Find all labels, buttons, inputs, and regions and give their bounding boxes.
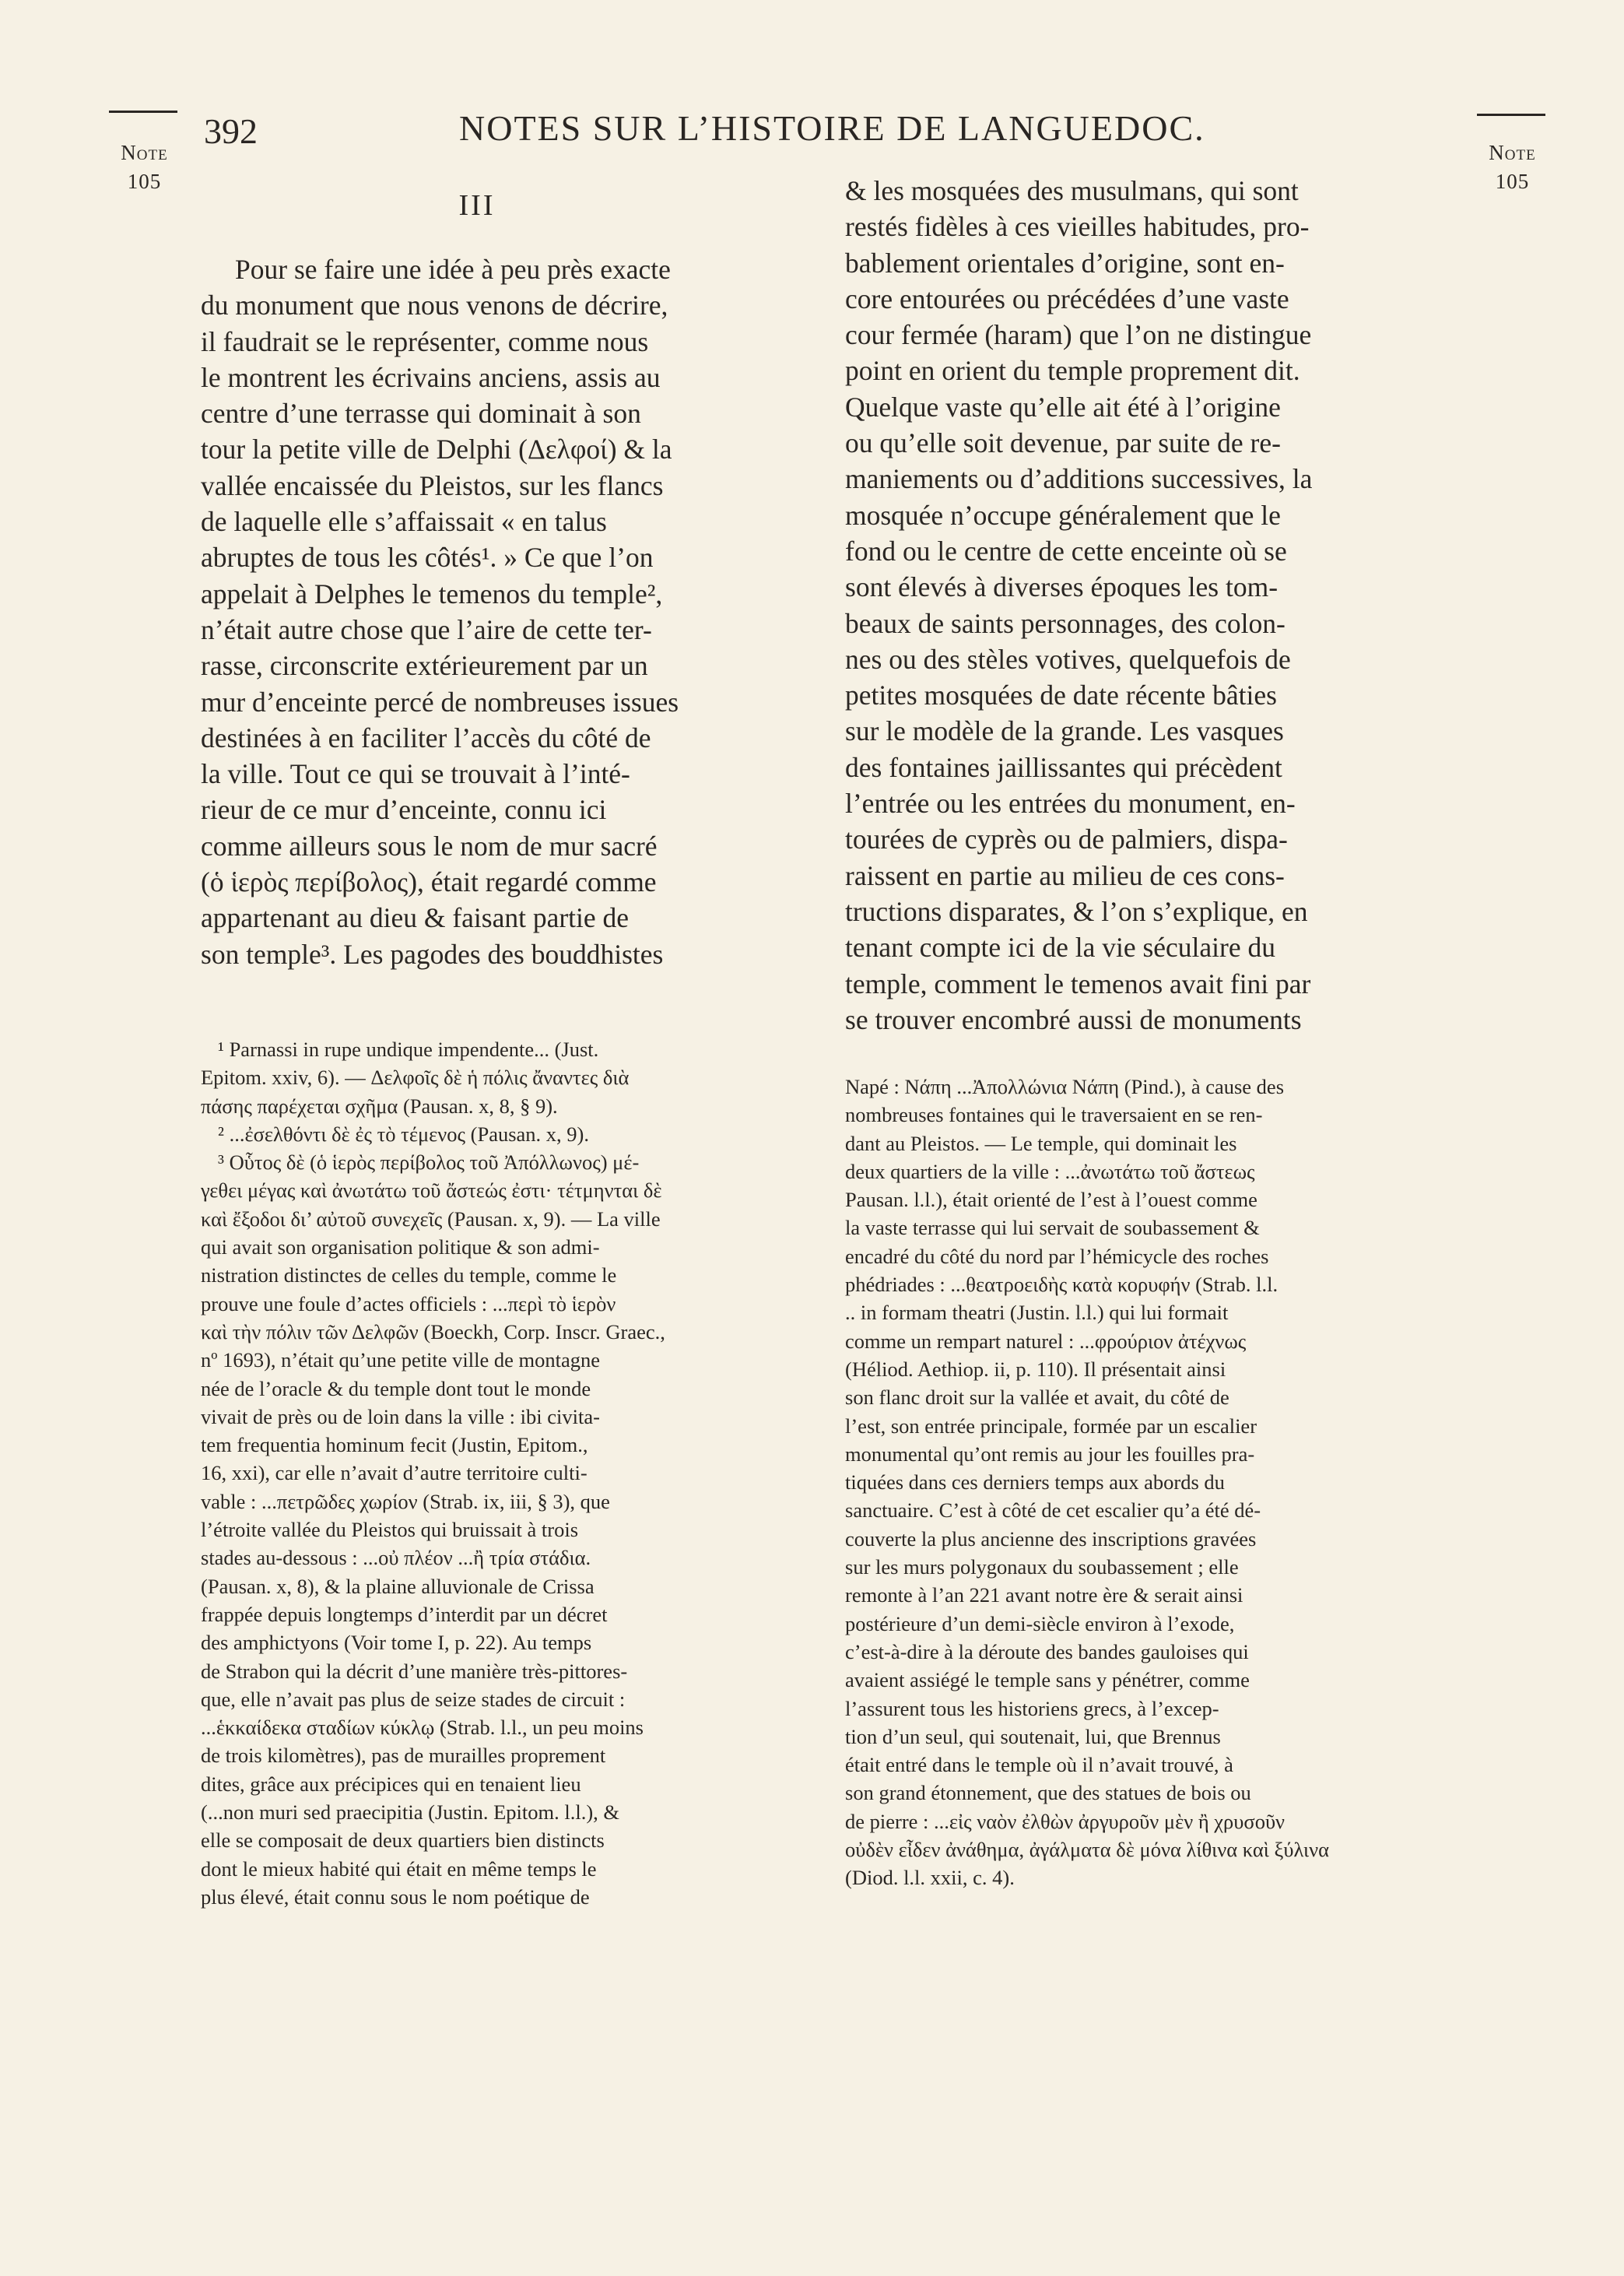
text-line: la ville. Tout ce qui se trouvait à l’inté- [201, 758, 630, 790]
text-line: rieur de ce mur d’enceinte, connu ici [201, 794, 607, 826]
footnote-line: γεθει μέγας καὶ ἀνωτάτω τοῦ ἄστεώς ἐστι· τέτμηνται δὲ [201, 1178, 662, 1203]
text-line: du monument que nous venons de décrire, [201, 290, 668, 321]
footnote-line: ² ...ἐσελθόντι δὲ ἐς τὸ τέμενος (Pausan. x, 9). [218, 1122, 589, 1146]
text-line: comme ailleurs sous le nom de mur sacré [201, 830, 658, 862]
text-line: raissent en partie au milieu de ces cons- [845, 859, 1285, 891]
footnote-line: plus élevé, était connu sous le nom poétique de [201, 1884, 590, 1909]
footnote-line: remonte à l’an 221 avant notre ère & serait ainsi [845, 1583, 1243, 1607]
footnote-line: vable : ...πετρῶδες χωρίον (Strab. ix, iii, § 3), que [201, 1489, 610, 1513]
footnote-line: la vaste terrasse qui lui servait de soubassement & [845, 1216, 1260, 1240]
footnote-line: καὶ τὴν πόλιν τῶν Δελφῶν (Boeckh, Corp. Inscr. Graec., [201, 1319, 665, 1343]
text-line: tenant compte ici de la vie séculaire du [845, 932, 1275, 964]
text-line: beaux de saints personnages, des colon- [845, 607, 1286, 639]
text-line: nes ou des stèles votives, quelquefois de [845, 643, 1291, 675]
text-line: point en orient du temple proprement dit. [845, 355, 1300, 387]
footnote-line: .. in formam theatri (Justin. l.l.) qui lui formait [845, 1301, 1229, 1325]
footnote-line: frappée depuis longtemps d’interdit par un décret [201, 1602, 608, 1626]
text-line: tructions disparates, & l’on s’explique, en [845, 895, 1308, 927]
footnote-line: encadré du côté du nord par l’hémicycle des roches [845, 1244, 1269, 1268]
footnote-line: vivait de près ou de loin dans la ville : ibi civita- [201, 1404, 600, 1428]
footnote-line: que, elle n’avait pas plus de seize stades de circuit : [201, 1687, 626, 1711]
text-line: son temple³. Les pagodes des bouddhistes [201, 938, 664, 970]
body-text-column-right [845, 173, 1452, 1038]
text-line: Quelque vaste qu’elle ait été à l’origine [845, 391, 1281, 423]
header-rule-left [109, 111, 177, 113]
footnote-line: prouve une foule d’actes officiels : ...περὶ τὸ ἱερὸν [201, 1291, 616, 1315]
footnote-line: (Pausan. x, 8), & la plaine alluvionale de Crissa [201, 1574, 595, 1598]
text-line: sur le modèle de la grande. Les vasques [845, 715, 1284, 747]
footnote-line: deux quartiers de la ville : ...ἀνωτάτω τοῦ ἄστεως [845, 1159, 1255, 1183]
text-line: maniements ou d’additions successives, la [845, 463, 1313, 495]
text-line: le montrent les écrivains anciens, assis au [201, 361, 661, 393]
footnote-line: (...non muri sed praecipitia (Justin. Epitom. l.l.), & [201, 1800, 620, 1825]
text-line: appartenant au dieu & faisant partie de [201, 902, 630, 934]
text-line: tourées de cyprès ou de palmiers, dispa- [845, 824, 1288, 855]
footnote-line: καὶ ἔξοδοι δι’ αὐτοῦ συνεχεῖς (Pausan. x, 9). — La ville [201, 1206, 661, 1231]
footnote-line: avaient assiégé le temple sans y pénétrer, comme [845, 1668, 1250, 1692]
footnote-line: stades au-dessous : ...οὐ πλέον ...ἢ τρία στάδια. [201, 1546, 591, 1570]
text-line: de laquelle elle s’affaissait « en talus [201, 506, 607, 538]
text-line: abruptes de tous les côtés¹. » Ce que l’on [201, 542, 654, 574]
text-line: temple, comment le temenos avait fini par [845, 968, 1311, 999]
text-line: fond ou le centre de cette enceinte où se [845, 535, 1287, 567]
text-line: l’entrée ou les entrées du monument, en- [845, 788, 1296, 820]
text-line: Pour se faire une idée à peu près exacte [235, 254, 671, 285]
text-line: destinées à en faciliter l’accès du côté de [201, 722, 651, 753]
footnote-line: son grand étonnement, que des statues de bois ou [845, 1781, 1251, 1805]
footnote-line: (Héliod. Aethiop. ii, p. 110). Il présentait ainsi [845, 1357, 1226, 1381]
text-line: des fontaines jaillissantes qui précèdent [845, 751, 1282, 783]
margin-note-left [107, 139, 181, 196]
footnote-line: l’étroite vallée du Pleistos qui bruissait à trois [201, 1518, 579, 1542]
body-text-column-left [201, 251, 761, 972]
text-line: ou qu’elle soit devenue, par suite de re- [845, 427, 1281, 459]
footnote-line: (Diod. l.l. xxii, c. 4). [845, 1866, 1015, 1890]
text-line: n’était autre chose que l’aire de cette ter- [201, 613, 652, 645]
text-line: rasse, circonscrite extérieurement par un [201, 650, 648, 682]
footnote-line: sanctuaire. C’est à côté de cet escalier qu’a été dé- [845, 1498, 1261, 1523]
footnote-line: phédriades : ...θεατροειδὴς κατὰ κορυφήν (Strab. l.l. [845, 1273, 1279, 1297]
text-line: (ὁ ἱερὸς περίβολος), était regardé comme [201, 866, 657, 898]
footnote-line: nombreuses fontaines qui le traversaient en se ren- [845, 1103, 1263, 1127]
running-head: NOTES SUR L’HISTOIRE DE LANGUEDOC. [459, 108, 1205, 148]
footnote-line: était entré dans le temple où il n’avait trouvé, à [845, 1753, 1233, 1777]
text-line: bablement orientales d’origine, sont en- [845, 247, 1285, 279]
footnote-line: Napé : Νάπη ...Ἀπολλώνια Νάπη (Pind.), à cause des [845, 1075, 1285, 1098]
text-line: centre d’une terrasse qui dominait à son [201, 398, 641, 430]
footnote-line: de Strabon qui la décrit d’une manière très-pittores- [201, 1659, 628, 1683]
footnote-line: Pausan. l.l.), était orienté de l’est à l’ouest comme [845, 1188, 1257, 1212]
footnote-line: ...ἑκκαίδεκα σταδίων κύκλῳ (Strab. l.l., un peu moins [201, 1716, 644, 1740]
text-line: sont élevés à diverses époques les tom- [845, 571, 1279, 603]
footnote-line: de trois kilomètres), pas de murailles proprement [201, 1744, 606, 1768]
text-line: appelait à Delphes le temenos du temple², [201, 578, 663, 609]
page-number: 392 [204, 111, 258, 151]
footnote-line: comme un rempart naturel : ...φρούριον ἀτέχνως [845, 1329, 1247, 1353]
margin-note-label: Note [1489, 141, 1536, 164]
footnote-line: de pierre : ...εἰς ναὸν ἐλθὼν ἀργυροῦν μὲν ἢ χρυσοῦν [845, 1809, 1286, 1833]
footnote-line: tion d’un seul, qui soutenait, lui, que Brennus [845, 1724, 1221, 1748]
footnote-line: tem frequentia hominum fecit (Justin, Epitom., [201, 1433, 588, 1457]
text-line: il faudrait se le représenter, comme nous [201, 325, 649, 357]
text-line: petites mosquées de date récente bâties [845, 680, 1277, 711]
footnote-line: monumental qu’ont remis au jour les fouilles pra- [845, 1442, 1255, 1466]
footnote-line: tiquées dans ces derniers temps aux abords du [845, 1470, 1225, 1495]
footnote-line: son flanc droit sur la vallée et avait, du côté de [845, 1386, 1229, 1410]
footnote-line: nº 1693), n’était qu’une petite ville de montagne [201, 1348, 601, 1372]
header-rule-right [1477, 114, 1545, 116]
footnote-line: ³ Οὗτος δὲ (ὁ ἱερὸς περίβολος τοῦ Ἀπόλλωνος) μέ- [218, 1150, 640, 1175]
section-number: III [458, 189, 496, 222]
margin-note-right [1475, 139, 1549, 196]
footnote-line: née de l’oracle & du temple dont tout le monde [201, 1376, 591, 1400]
margin-note-number: 105 [1495, 170, 1530, 193]
footnote-line: qui avait son organisation politique & son admi- [201, 1235, 600, 1259]
footnote-line: 16, xxi), car elle n’avait d’autre territoire culti- [201, 1461, 588, 1485]
footnote-line: ¹ Parnassi in rupe undique impendente... (Just. [218, 1038, 599, 1061]
margin-note-number: 105 [127, 170, 162, 193]
footnote-line: l’assurent tous les historiens grecs, à l’excep- [845, 1696, 1219, 1720]
footnote-line: dont le mieux habité qui était en même temps le [201, 1856, 597, 1881]
text-line: tour la petite ville de Delphi (Δελφοί) & la [201, 434, 672, 465]
footnote-line: elle se composait de deux quartiers bien distincts [201, 1828, 605, 1853]
footnotes-column-right [845, 1073, 1452, 1892]
text-line: & les mosquées des musulmans, qui sont [845, 175, 1299, 206]
text-line: vallée encaissée du Pleistos, sur les flancs [201, 469, 664, 501]
text-line: mur d’enceinte percé de nombreuses issues [201, 686, 679, 718]
text-line: core entourées ou précédées d’une vaste [845, 283, 1289, 314]
footnote-line: Epitom. xxiv, 6). — Δελφοῖς δὲ ἡ πόλις ἄναντες διὰ [201, 1066, 630, 1090]
text-line: mosquée n’occupe généralement que le [845, 499, 1281, 531]
text-line: restés fidèles à ces vieilles habitudes, pro- [845, 211, 1310, 243]
text-line: se trouver encombré aussi de monuments [845, 1003, 1302, 1035]
footnote-line: dites, grâce aux précipices qui en tenaient lieu [201, 1772, 581, 1796]
footnote-line: dant au Pleistos. — Le temple, qui dominait les [845, 1131, 1237, 1155]
text-line: cour fermée (haram) que l’on ne distingue [845, 319, 1312, 351]
footnote-line: πάσης παρέχεται σχῆμα (Pausan. x, 8, § 9). [201, 1094, 558, 1118]
margin-note-label: Note [121, 141, 168, 164]
footnote-line: sur les murs polygonaux du soubassement ; elle [845, 1555, 1239, 1579]
footnote-line: couverte la plus ancienne des inscriptions gravées [845, 1526, 1257, 1551]
footnote-line: l’est, son entrée principale, formée par un escalier [845, 1414, 1257, 1438]
footnote-line: postérieure d’un demi-siècle environ à l’exode, [845, 1611, 1235, 1635]
footnote-line: nistration distinctes de celles du temple, comme le [201, 1263, 617, 1287]
footnote-line: c’est-à-dire à la déroute des bandes gauloises qui [845, 1639, 1249, 1663]
footnote-line: des amphictyons (Voir tome I, p. 22). Au temps [201, 1631, 592, 1655]
footnotes-column-left [201, 1035, 761, 1911]
footnote-line: οὐδὲν εἶδεν ἀνάθημα, ἀγάλματα δὲ μόνα λίθινα καὶ ξύλινα [845, 1838, 1329, 1862]
